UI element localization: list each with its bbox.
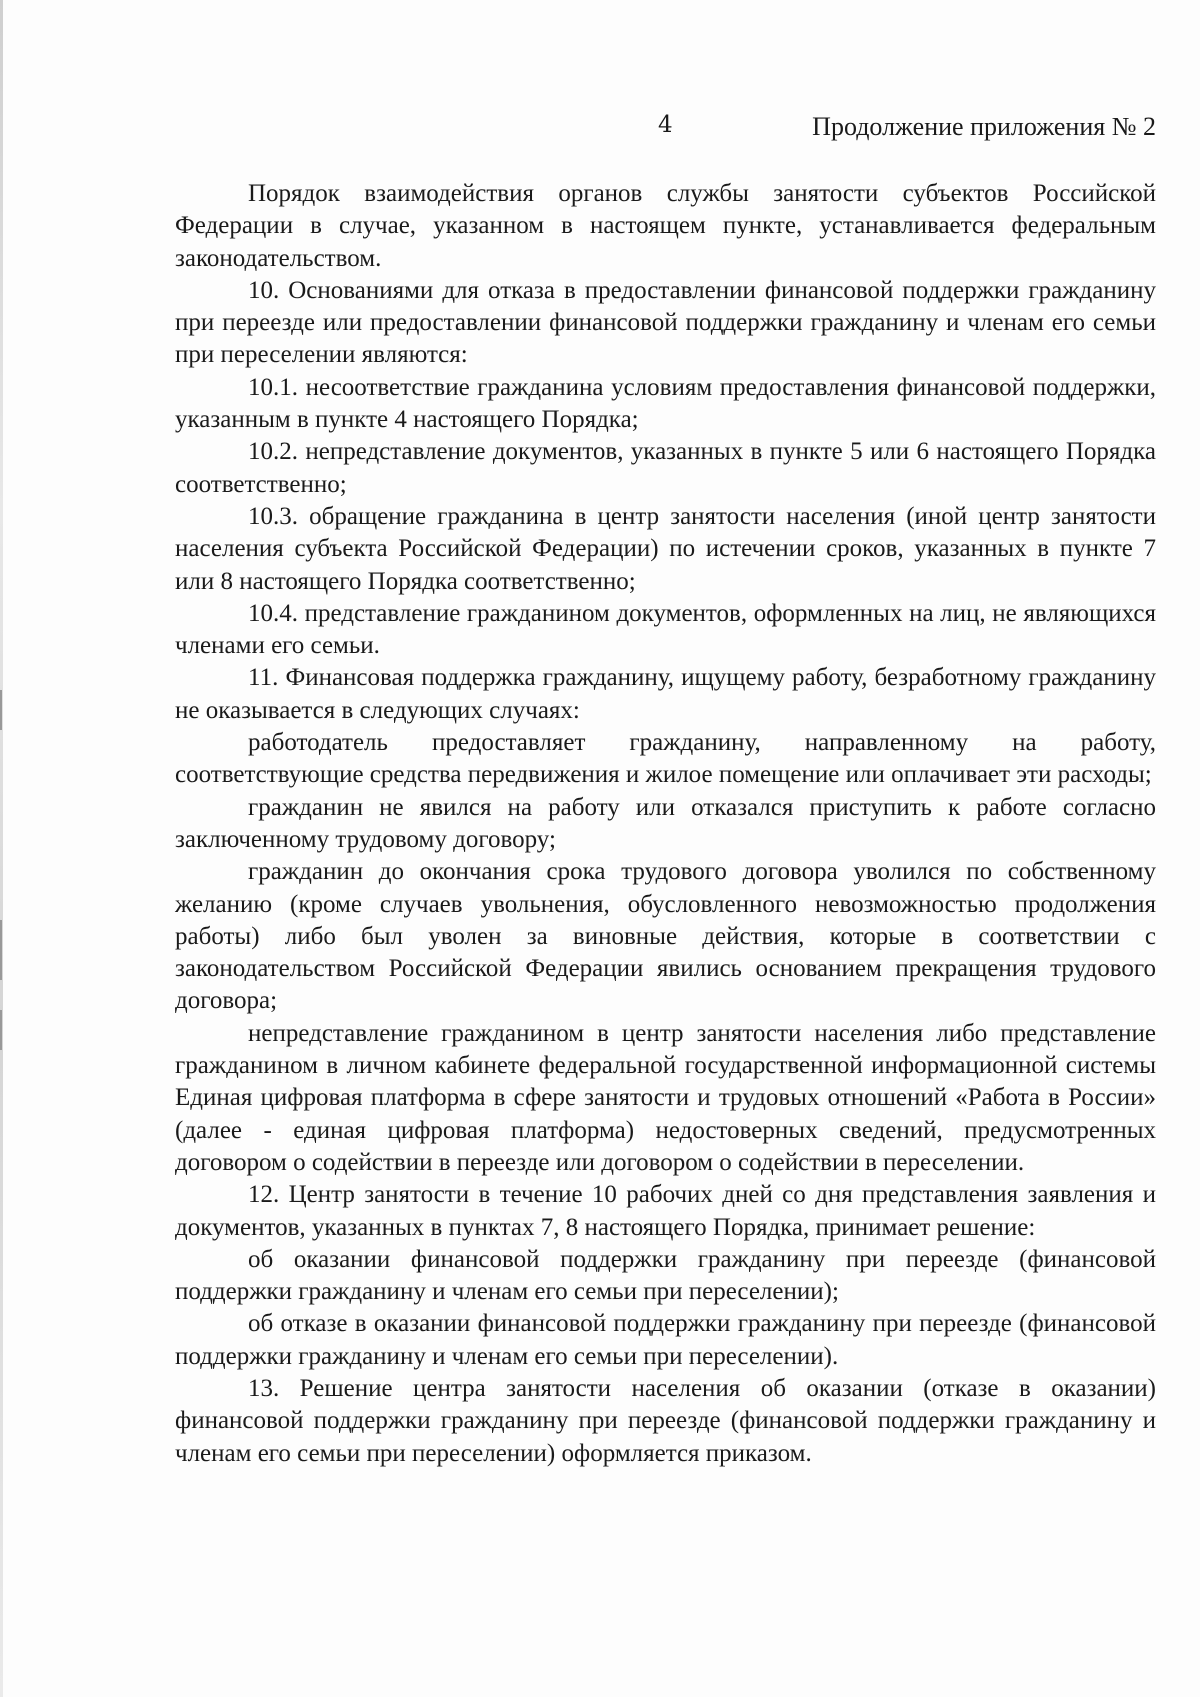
scan-edge-shadow	[0, 0, 3, 1697]
paragraph: 10.4. представление гражданином документов, оформленных на лиц, не являющихся членами его семьи.	[175, 599, 1156, 660]
paragraph: гражданин не явился на работу или отказался приступить к работе согласно заключенному трудовому договору;	[175, 793, 1156, 853]
paragraph: об оказании финансовой поддержки гражданину при переезде (финансовой поддержки гражданину и членам его семьи при переселении);	[175, 1245, 1156, 1306]
document-body	[175, 178, 1156, 1470]
paragraph: 12. Центр занятости в течение 10 рабочих дней со дня представления заявления и документов, указанных в пунктах 7, 8 настоящего Порядка, принимает решение:	[175, 1181, 1156, 1241]
scan-edge-mark	[0, 1010, 2, 1050]
paragraph: 10. Основаниями для отказа в предоставлении финансовой поддержки гражданину при переезде или предоставлении финансовой поддержки гражданину и членам его семьи при переселении являются:	[175, 276, 1156, 369]
page-header	[0, 112, 1200, 152]
scan-edge-mark	[0, 920, 2, 980]
paragraph: 10.1. несоответствие гражданина условиям предоставления финансовой поддержки, указанным в пункте 4 настоящего Порядка;	[175, 373, 1156, 434]
paragraph: гражданин до окончания срока трудового договора уволился по собственному желанию (кроме случаев увольнения, обусловленного невозможностью продолжения работы) либо был уволен за виновные действия, которые в соответствии с законодательством Российской Федерации явились основанием прекращения трудового договора;	[175, 858, 1156, 1015]
paragraph: 10.2. непредставление документов, указанных в пункте 5 или 6 настоящего Порядка соответственно;	[175, 438, 1156, 498]
paragraph: 10.3. обращение гражданина в центр занятости населения (иной центр занятости населения субъекта Российской Федерации) по истечении сроков, указанных в пункте 7 или 8 настоящего Порядка соответственно;	[175, 502, 1156, 595]
paragraph: об отказе в оказании финансовой поддержки гражданину при переезде (финансовой поддержки гражданину и членам его семьи при переселении).	[175, 1310, 1156, 1370]
scan-edge-mark	[0, 690, 2, 730]
paragraph: 11. Финансовая поддержка гражданину, ищущему работу, безработному гражданину не оказывается в следующих случаях:	[175, 664, 1156, 724]
paragraph: работодатель предоставляет гражданину, направленному на работу, соответствующие средства передвижения и жилое помещение или оплачивает эти расходы;	[175, 729, 1156, 789]
page-number: 4	[658, 112, 673, 138]
appendix-continuation-label: Продолжение приложения № 2	[812, 112, 1156, 141]
paragraph: Порядок взаимодействия органов службы занятости субъектов Российской Федерации в случае, указанном в настоящем пункте, устанавливается федеральным законодательством.	[175, 180, 1156, 272]
paragraph: 13. Решение центра занятости населения об оказании (отказе в оказании) финансовой поддержки гражданину при переезде (финансовой поддержки гражданину и членам его семьи при переселении) оформляется приказом.	[175, 1374, 1156, 1467]
paragraph: непредставление гражданином в центр занятости населения либо представление гражданином в личном кабинете федеральной государственной информационной системы Единая цифровая платформа в сфере занятости и трудовых отношений «Работа в России» (далее - единая цифровая платформа) недостоверных сведений, предусмотренных договором о содействии в переезде или договором о содействии в переселении.	[175, 1019, 1156, 1176]
